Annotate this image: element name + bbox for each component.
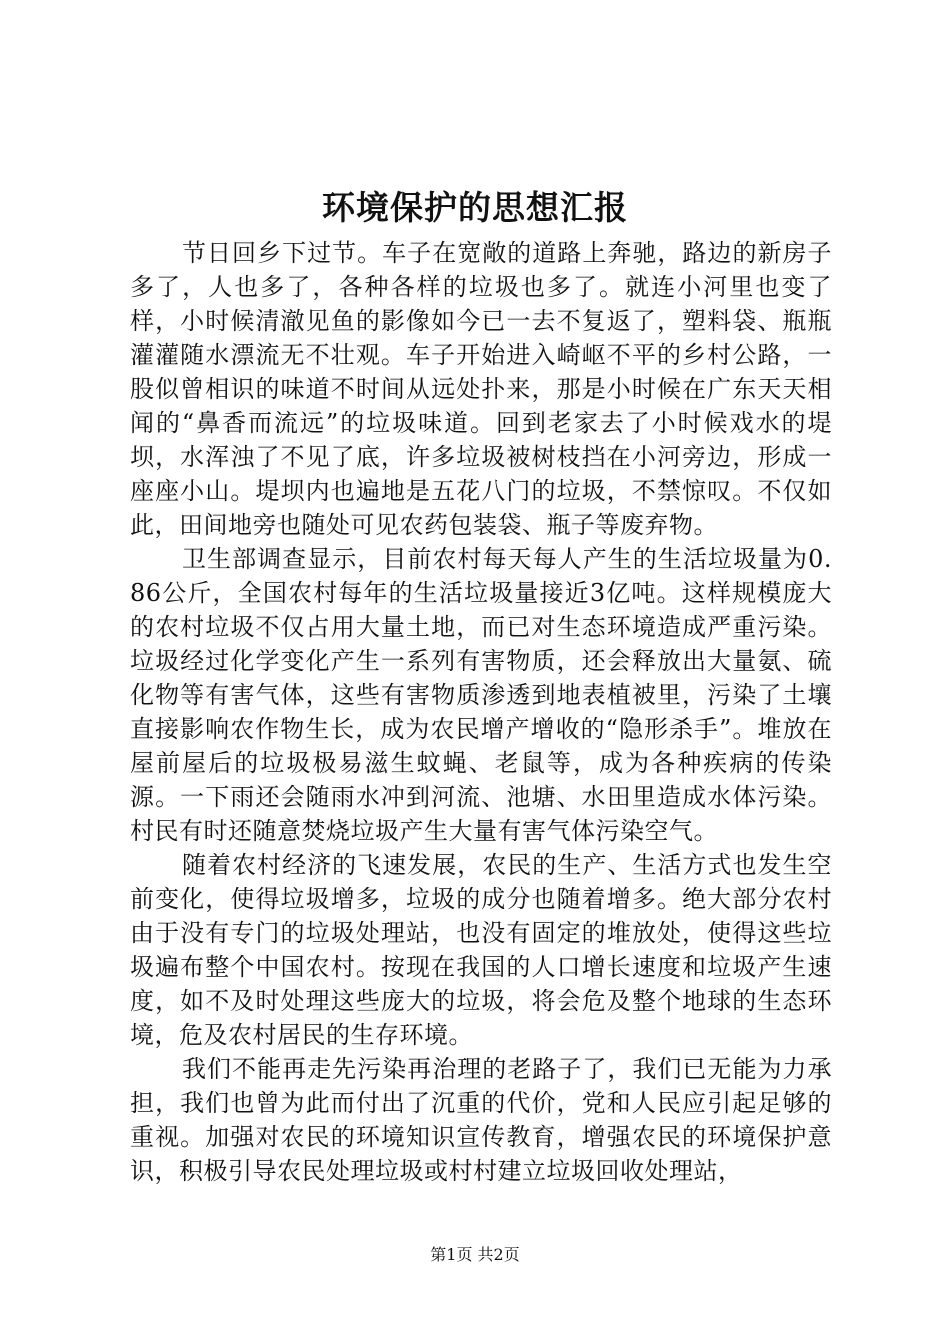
paragraph-1: 节日回乡下过节。车子在宽敞的道路上奔驰，路边的新房子多了，人也多了，各种各样的垃圾也多了。就连小河里也变了样，小时候清澈见鱼的影像如今已一去不复返了，塑料袋、瓶瓶灌灌随水漂流无不壮观。车子开始进入崎岖不平的乡村公路，一股似曾相识的味道不时间从远处扑来，那是小时候在广东天天相闻的“鼻香而流远”的垃圾味道。回到老家去了小时候戏水的堤坝，水浑浊了不见了底，许多垃圾被树枝挡在小河旁边，形成一座座小山。堤坝内也遍地是五花八门的垃圾，不禁惊叹。不仅如此，田间地旁也随处可见农药包装袋、瓶子等废弃物。: [130, 239, 832, 539]
document-body: [130, 236, 832, 1188]
paragraph-4: 我们不能再走先污染再治理的老路子了，我们已无能为力承担，我们也曾为此而付出了沉重的代价，党和人民应引起足够的重视。加强对农民的环境知识宣传教育，增强农民的环境保护意识，积极引导农民处理垃圾或村村建立垃圾回收处理站，: [130, 1055, 832, 1185]
document-title: 环境保护的思想汇报: [322, 188, 628, 227]
page-footer: 第1页 共2页: [430, 1245, 520, 1264]
paragraph-2: 卫生部调查显示，目前农村每天每人产生的生活垃圾量为0.86公斤，全国农村每年的生活垃圾量接近3亿吨。这样规模庞大的农村垃圾不仅占用大量土地，而已对生态环境造成严重污染。垃圾经过化学变化产生一系列有害物质，还会释放出大量氨、硫化物等有害气体，这些有害物质渗透到地表植被里，污染了土壤直接影响农作物生长，成为农民增产增收的“隐形杀手”。堆放在屋前屋后的垃圾极易滋生蚊蝇、老鼠等，成为各种疾病的传染源。一下雨还会随雨水冲到河流、池塘、水田里造成水体污染。村民有时还随意焚烧垃圾产生大量有害气体污染空气。: [130, 545, 832, 845]
paragraph-3: 随着农村经济的飞速发展，农民的生产、生活方式也发生空前变化，使得垃圾增多，垃圾的成分也随着增多。绝大部分农村由于没有专门的垃圾处理站，也没有固定的堆放处，使得这些垃圾遍布整个中国农村。按现在我国的人口增长速度和垃圾产生速度，如不及时处理这些庞大的垃圾，将会危及整个地球的生态环境，危及农村居民的生存环境。: [130, 851, 832, 1049]
